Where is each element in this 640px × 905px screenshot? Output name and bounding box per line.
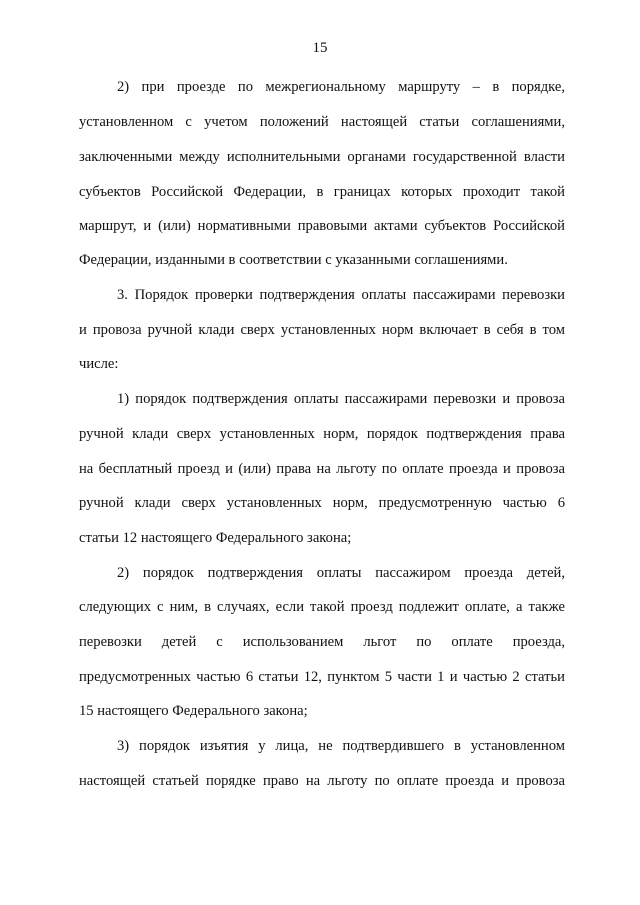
text-line: ручной клади сверх установленных норм, предусмотренную частью 6 xyxy=(79,495,565,511)
text-line: 1) порядок подтверждения оплаты пассажирами перевозки и провоза xyxy=(117,391,565,407)
text-line: следующих с ним, в случаях, если такой проезд подлежит оплате, а также xyxy=(79,599,565,615)
text-line: на бесплатный проезд и (или) права на льготу по оплате проезда и провоза xyxy=(79,461,565,477)
text-line: заключенными между исполнительными органами государственной власти xyxy=(79,149,565,165)
text-line: настоящей статьей порядке право на льготу по оплате проезда и провоза xyxy=(79,773,565,789)
text-line: маршрут, и (или) нормативными правовыми актами субъектов Российской xyxy=(79,218,565,234)
text-line: предусмотренных частью 6 статьи 12, пунктом 5 части 1 и частью 2 статьи xyxy=(79,669,565,685)
text-line: и провоза ручной клади сверх установленных норм включает в себя в том xyxy=(79,322,565,338)
text-line: 2) порядок подтверждения оплаты пассажиром проезда детей, xyxy=(117,565,565,581)
page-number: 15 xyxy=(312,40,328,56)
text-line: Федерации, изданными в соответствии с указанными соглашениями. xyxy=(79,252,508,268)
text-line: 3. Порядок проверки подтверждения оплаты пассажирами перевозки xyxy=(117,287,565,303)
text-line: субъектов Российской Федерации, в границах которых проходит такой xyxy=(79,184,565,200)
text-line: ручной клади сверх установленных норм, порядок подтверждения права xyxy=(79,426,565,442)
text-line: перевозки детей с использованием льгот по оплате проезда, xyxy=(79,634,565,650)
text-line: установленном с учетом положений настоящей статьи соглашениями, xyxy=(79,114,565,130)
text-line: статьи 12 настоящего Федерального закона; xyxy=(79,530,352,546)
text-line: 2) при проезде по межрегиональному маршруту – в порядке, xyxy=(117,79,565,95)
text-line: 15 настоящего Федерального закона; xyxy=(79,703,308,719)
text-line: числе: xyxy=(79,356,119,372)
text-line: 3) порядок изъятия у лица, не подтвердившего в установленном xyxy=(117,738,565,754)
